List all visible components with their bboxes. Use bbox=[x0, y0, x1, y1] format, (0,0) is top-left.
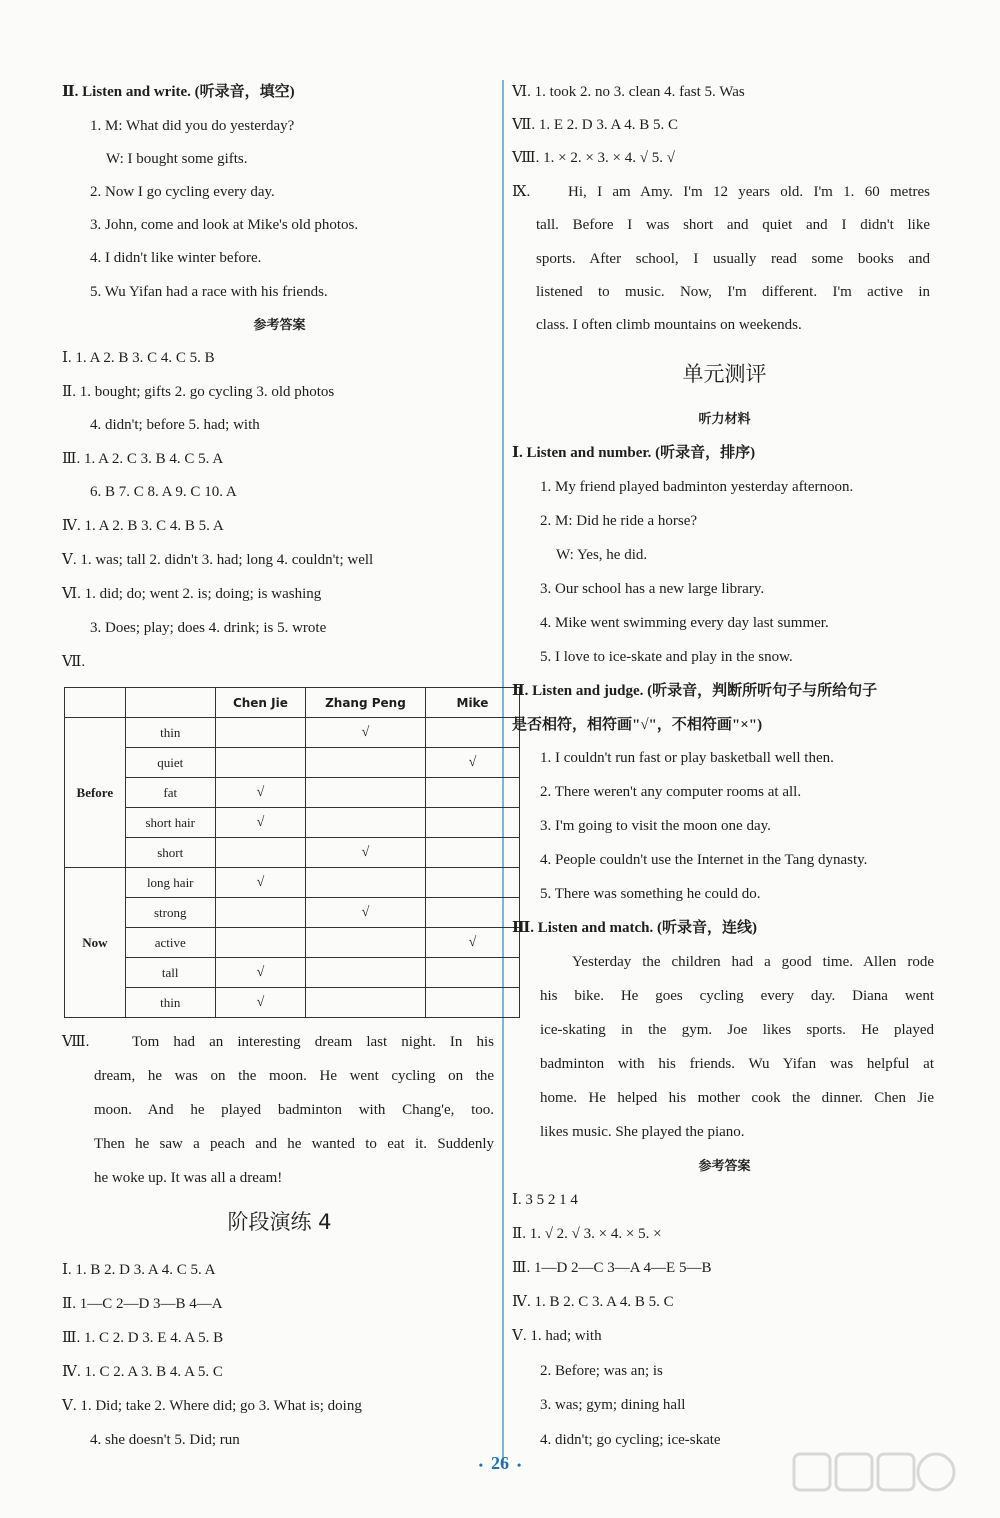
answers-heading: 参考答案 bbox=[698, 1159, 751, 1174]
table-header-cell: Zhang Peng bbox=[306, 688, 426, 718]
text-line: W: I bought some gifts. bbox=[106, 151, 248, 167]
answer-line: 4. didn't; before 5. had; with bbox=[90, 417, 260, 433]
text-line: 3. Our school has a new large library. bbox=[540, 581, 765, 597]
answer-line: 4. didn't; go cycling; ice-skate bbox=[540, 1432, 721, 1448]
paragraph-line: Tom had an interesting dream last night. In his bbox=[132, 1034, 494, 1050]
check-cell bbox=[215, 898, 305, 928]
listening-heading: 听力材料 bbox=[698, 412, 751, 427]
table-row bbox=[65, 868, 520, 898]
answer-line: Ⅶ. 1. E 2. D 3. A 4. B 5. C bbox=[512, 117, 679, 133]
paragraph-line: moon. And he played badminton with Chang'e, too. bbox=[94, 1102, 494, 1118]
answer-line: Ⅷ. 1. × 2. × 3. × 4. √ 5. √ bbox=[512, 150, 675, 166]
answer-line: Ⅱ. 1—C 2—D 3—B 4—A bbox=[62, 1296, 223, 1312]
section-heading: Ⅲ. Listen and match. (听录音，连线) bbox=[512, 920, 757, 936]
table-row bbox=[65, 928, 520, 958]
text-line: 1. My friend played badminton yesterday afternoon. bbox=[540, 479, 854, 495]
check-cell bbox=[306, 778, 426, 808]
paragraph-line: badminton with his friends. Wu Yifan was helpful at bbox=[540, 1056, 934, 1072]
answer-line: Ⅲ. 1—D 2—C 3—A 4—E 5—B bbox=[512, 1260, 712, 1276]
check-cell bbox=[306, 808, 426, 838]
text-line: 4. People couldn't use the Internet in the Tang dynasty. bbox=[540, 852, 868, 868]
answer-line: Ⅱ. 1. √ 2. √ 3. × 4. × 5. × bbox=[512, 1226, 662, 1242]
answer-line: 4. she doesn't 5. Did; run bbox=[90, 1432, 240, 1448]
table-header-cell: Chen Jie bbox=[215, 688, 305, 718]
section-label: Ⅷ. bbox=[62, 1034, 90, 1050]
answer-line: Ⅰ. 1. B 2. D 3. A 4. C 5. A bbox=[62, 1262, 216, 1278]
answer-line: Ⅳ. 1. B 2. C 3. A 4. B 5. C bbox=[512, 1294, 674, 1310]
answer-line: Ⅵ. 1. took 2. no 3. clean 4. fast 5. Was bbox=[512, 84, 745, 100]
check-cell bbox=[306, 958, 426, 988]
paragraph-line: Then he saw a peach and he wanted to eat it. Suddenly bbox=[94, 1136, 494, 1152]
answer-line: 3. was; gym; dining hall bbox=[540, 1397, 686, 1413]
answer-line: 3. Does; play; does 4. drink; is 5. wrote bbox=[90, 620, 327, 636]
text-line: 1. I couldn't run fast or play basketball well then. bbox=[540, 750, 834, 766]
check-cell bbox=[306, 868, 426, 898]
page-number-text: 26 bbox=[491, 1453, 509, 1473]
answer-line: Ⅲ. 1. A 2. C 3. B 4. C 5. A bbox=[62, 451, 224, 467]
trait-cell: quiet bbox=[125, 748, 215, 778]
trait-cell: short bbox=[125, 838, 215, 868]
text-line: 3. John, come and look at Mike's old photos. bbox=[90, 217, 359, 233]
check-cell: √ bbox=[306, 838, 426, 868]
answer-line: Ⅰ. 1. A 2. B 3. C 4. C 5. B bbox=[62, 350, 215, 366]
answer-line: Ⅲ. 1. C 2. D 3. E 4. A 5. B bbox=[62, 1330, 224, 1346]
watermark-logo bbox=[790, 1448, 960, 1508]
paragraph-line: dream, he was on the moon. He went cycling on the bbox=[94, 1068, 494, 1084]
check-cell: √ bbox=[306, 718, 426, 748]
dot-icon: • bbox=[478, 1458, 483, 1472]
section-heading-cont: 是否相符，相符画"√"，不相符画"×") bbox=[512, 717, 763, 733]
answer-line: Ⅴ. 1. was; tall 2. didn't 3. had; long 4. couldn't; well bbox=[62, 552, 374, 568]
check-cell: √ bbox=[215, 958, 305, 988]
answer-line: Ⅴ. 1. had; with bbox=[512, 1328, 602, 1344]
check-cell: √ bbox=[215, 988, 305, 1018]
trait-cell: fat bbox=[125, 778, 215, 808]
paragraph-line: likes music. She played the piano. bbox=[540, 1124, 745, 1140]
check-cell bbox=[215, 928, 305, 958]
paragraph-line: tall. Before I was short and quiet and I didn't like bbox=[536, 217, 930, 233]
answer-line: 2. Before; was an; is bbox=[540, 1363, 663, 1379]
table-row bbox=[65, 838, 520, 868]
check-cell bbox=[215, 718, 305, 748]
paragraph-line: home. He helped his mother cook the dinner. Chen Jie bbox=[540, 1090, 934, 1106]
text-line: 3. I'm going to visit the moon one day. bbox=[540, 818, 771, 834]
trait-cell: tall bbox=[125, 958, 215, 988]
trait-cell: thin bbox=[125, 718, 215, 748]
check-cell: √ bbox=[215, 808, 305, 838]
table-row bbox=[65, 718, 520, 748]
comparison-table bbox=[64, 687, 520, 1018]
paragraph-line: ice-skating in the gym. Joe likes sports. He played bbox=[540, 1022, 934, 1038]
table-row bbox=[65, 808, 520, 838]
table-row bbox=[65, 958, 520, 988]
check-cell bbox=[425, 778, 519, 808]
text-line: 2. M: Did he ride a horse? bbox=[540, 513, 698, 529]
text-line: 4. I didn't like winter before. bbox=[90, 250, 262, 266]
check-cell: √ bbox=[215, 868, 305, 898]
table-header-cell bbox=[125, 688, 215, 718]
table-row bbox=[65, 748, 520, 778]
answer-line: Ⅴ. 1. Did; take 2. Where did; go 3. What is; doing bbox=[62, 1398, 362, 1414]
table-header-cell bbox=[65, 688, 126, 718]
paragraph-line: Yesterday the children had a good time. Allen rode bbox=[572, 954, 934, 970]
answer-line: Ⅳ. 1. A 2. B 3. C 4. B 5. A bbox=[62, 518, 224, 534]
check-cell: √ bbox=[425, 748, 519, 778]
check-cell bbox=[425, 808, 519, 838]
unit-title: 单元测评 bbox=[682, 362, 767, 386]
check-cell: √ bbox=[215, 778, 305, 808]
text-line: 1. M: What did you do yesterday? bbox=[90, 118, 295, 134]
check-cell: √ bbox=[306, 898, 426, 928]
paragraph-line: he woke up. It was all a dream! bbox=[94, 1170, 283, 1186]
check-cell bbox=[425, 958, 519, 988]
check-cell bbox=[425, 718, 519, 748]
answers-heading: 参考答案 bbox=[253, 318, 306, 333]
text-line: W: Yes, he did. bbox=[556, 547, 648, 563]
trait-cell: long hair bbox=[125, 868, 215, 898]
table-header-cell: Mike bbox=[425, 688, 519, 718]
trait-cell: thin bbox=[125, 988, 215, 1018]
check-cell bbox=[425, 988, 519, 1018]
text-line: 2. There weren't any computer rooms at all. bbox=[540, 784, 802, 800]
section-heading: Ⅱ. Listen and judge. (听录音，判断所听句子与所给句子 bbox=[512, 683, 878, 699]
paragraph-line: class. I often climb mountains on weekends. bbox=[536, 317, 802, 333]
check-cell bbox=[215, 838, 305, 868]
stage-title: 阶段演练 4 bbox=[227, 1210, 332, 1234]
table-row bbox=[65, 778, 520, 808]
section-heading: Ⅱ. Listen and write. (听录音，填空) bbox=[62, 84, 295, 100]
text-line: 4. Mike went swimming every day last summer. bbox=[540, 615, 829, 631]
paragraph-line: Hi, I am Amy. I'm 12 years old. I'm 1. 60 metres bbox=[568, 184, 930, 200]
check-cell bbox=[425, 838, 519, 868]
text-line: 5. Wu Yifan had a race with his friends. bbox=[90, 284, 328, 300]
paragraph-line: sports. After school, I usually read some books and bbox=[536, 251, 930, 267]
section-heading: Ⅰ. Listen and number. (听录音，排序) bbox=[512, 445, 756, 461]
table-header-row bbox=[65, 688, 520, 718]
check-cell bbox=[306, 988, 426, 1018]
trait-cell: strong bbox=[125, 898, 215, 928]
check-cell bbox=[306, 748, 426, 778]
text-line: 5. There was something he could do. bbox=[540, 886, 761, 902]
paragraph-line: his bike. He goes cycling every day. Diana went bbox=[540, 988, 934, 1004]
group-label: Now bbox=[65, 868, 126, 1018]
section-label: Ⅸ. bbox=[512, 184, 531, 200]
answer-line: Ⅵ. 1. did; do; went 2. is; doing; is washing bbox=[62, 586, 322, 602]
table-row bbox=[65, 898, 520, 928]
trait-cell: active bbox=[125, 928, 215, 958]
check-cell: √ bbox=[425, 928, 519, 958]
answer-line: 6. B 7. C 8. A 9. C 10. A bbox=[90, 484, 237, 500]
paragraph-line: listened to music. Now, I'm different. I'm active in bbox=[536, 284, 930, 300]
answer-line: Ⅳ. 1. C 2. A 3. B 4. A 5. C bbox=[62, 1364, 223, 1380]
check-cell bbox=[425, 868, 519, 898]
check-cell bbox=[306, 928, 426, 958]
text-line: 5. I love to ice-skate and play in the snow. bbox=[540, 649, 793, 665]
table-row bbox=[65, 988, 520, 1018]
check-cell bbox=[215, 748, 305, 778]
check-cell bbox=[425, 898, 519, 928]
answer-line: Ⅰ. 3 5 2 1 4 bbox=[512, 1192, 578, 1208]
text-line: 2. Now I go cycling every day. bbox=[90, 184, 275, 200]
dot-icon: • bbox=[517, 1458, 522, 1472]
answer-line: Ⅱ. 1. bought; gifts 2. go cycling 3. old photos bbox=[62, 384, 335, 400]
trait-cell: short hair bbox=[125, 808, 215, 838]
group-label: Before bbox=[65, 718, 126, 868]
answer-line: Ⅶ. bbox=[62, 654, 86, 670]
